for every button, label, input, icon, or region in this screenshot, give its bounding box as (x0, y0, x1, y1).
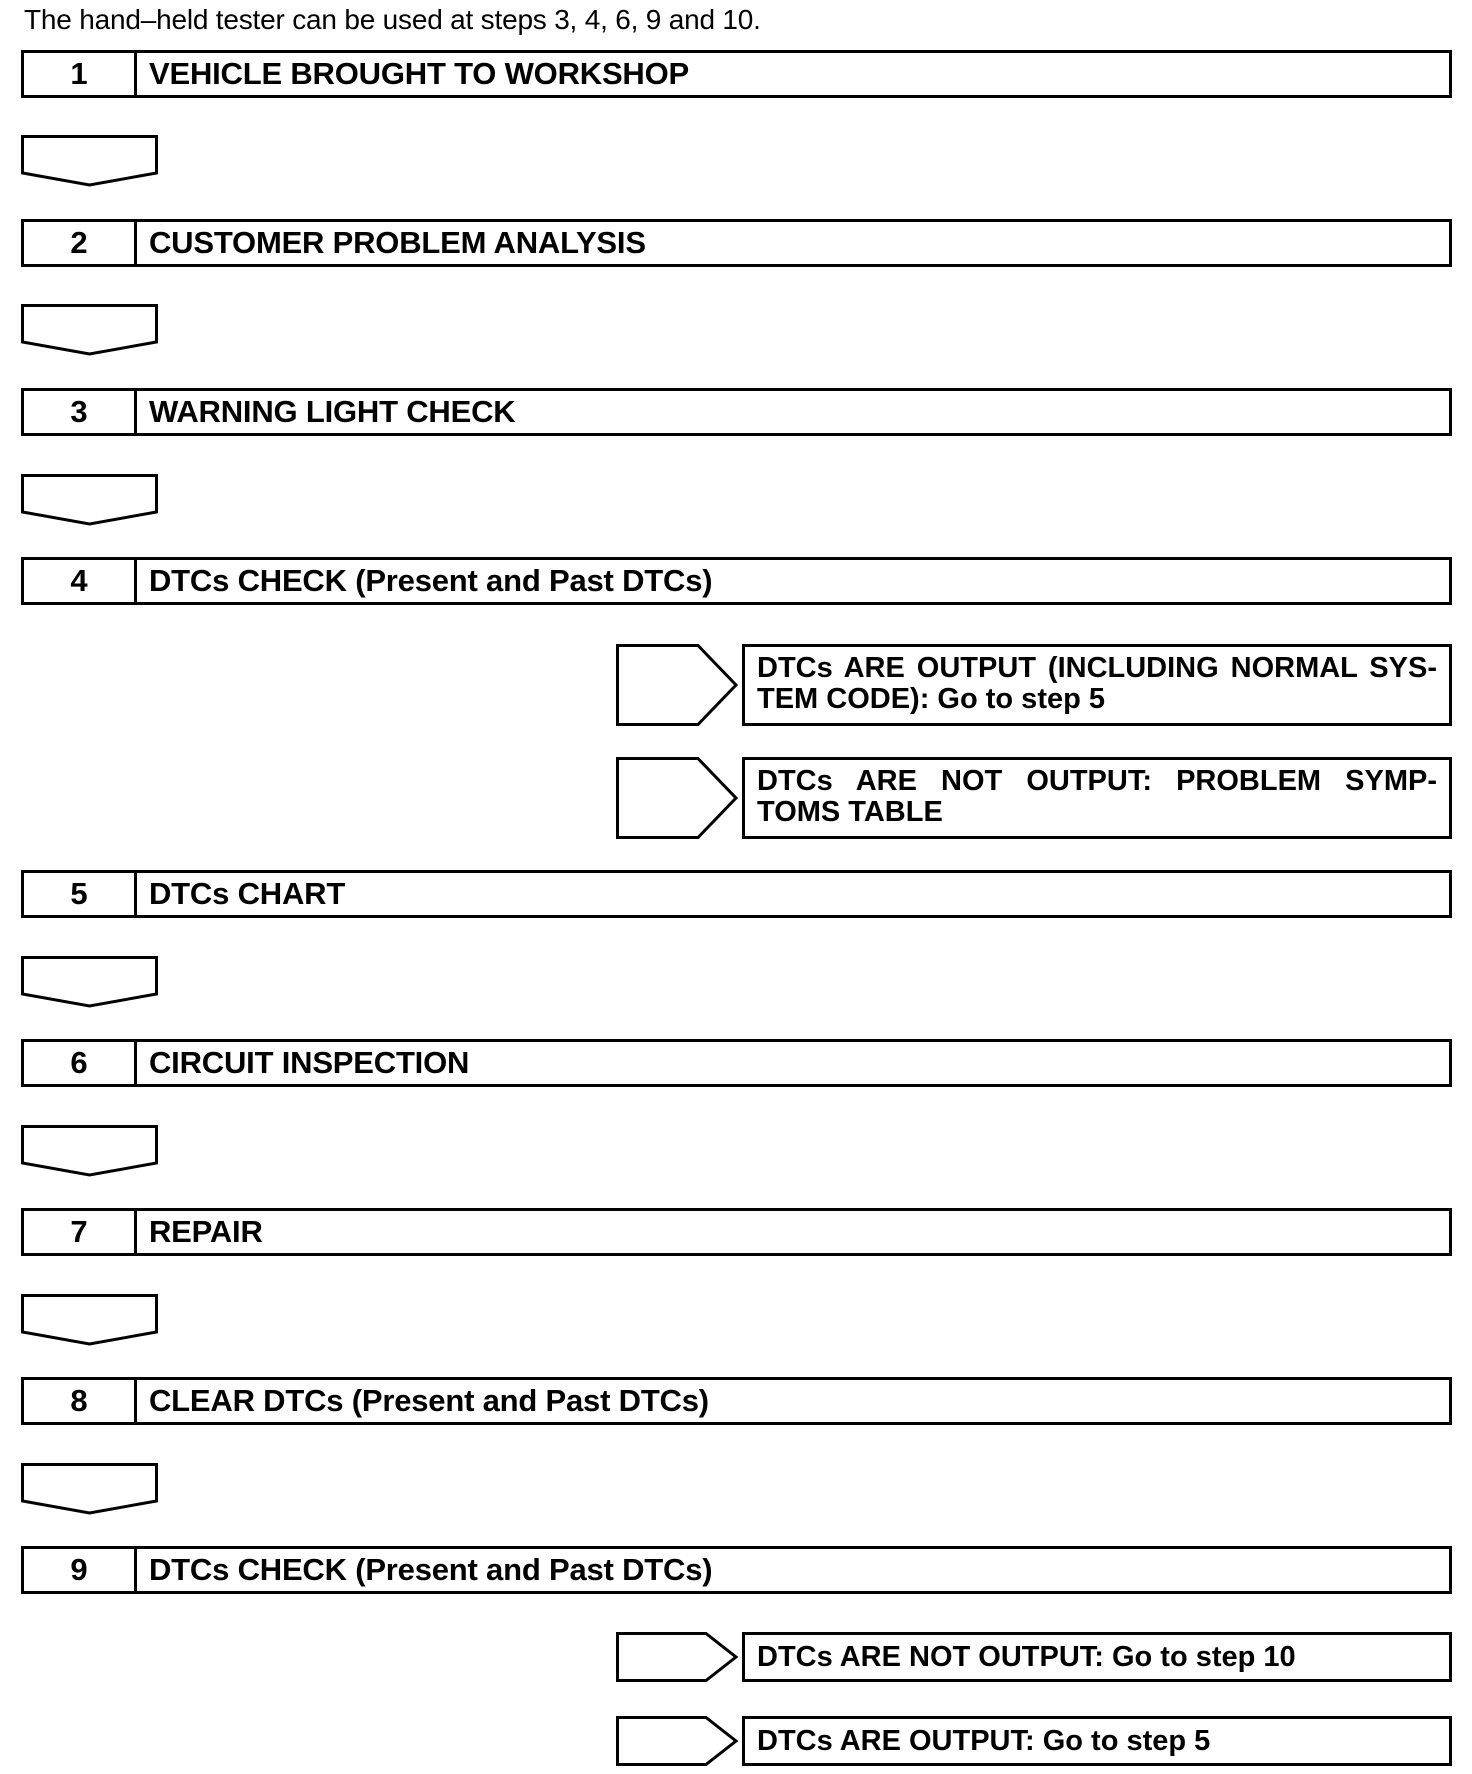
step-9-result-output: DTCs ARE OUTPUT: Go to step 5 (742, 1716, 1452, 1766)
right-arrow-icon (616, 644, 740, 726)
step-8-number: 8 (24, 1380, 137, 1422)
step-4-box (21, 557, 1452, 605)
down-arrow-icon (21, 1125, 158, 1179)
step-5-number: 5 (24, 873, 137, 915)
step-4-result-output: DTCs ARE OUTPUT (INCLUDING NORMAL SYS- TEM CODE): Go to step 5 (742, 644, 1452, 726)
step-2-number: 2 (24, 222, 137, 264)
step-5-box (21, 870, 1452, 918)
step-1-title: VEHICLE BROUGHT TO WORKSHOP (149, 56, 689, 91)
step-7-box (21, 1208, 1452, 1256)
down-arrow-icon (21, 1294, 158, 1348)
intro-note: The hand–held tester can be used at steps 3, 4, 6, 9 and 10. (24, 4, 761, 35)
step-3-box (21, 388, 1452, 436)
down-arrow-icon (21, 135, 158, 189)
step-7-number: 7 (24, 1211, 137, 1253)
step-8-title: CLEAR DTCs (Present and Past DTCs) (149, 1383, 709, 1418)
down-arrow-icon (21, 1463, 158, 1517)
step-4-number: 4 (24, 560, 137, 602)
step-7-title: REPAIR (149, 1214, 263, 1249)
step-1-box (21, 50, 1452, 98)
right-arrow-icon (616, 1632, 740, 1682)
step-2-title: CUSTOMER PROBLEM ANALYSIS (149, 225, 646, 260)
step-6-box (21, 1039, 1452, 1087)
step-9-result-not-output: DTCs ARE NOT OUTPUT: Go to step 10 (742, 1632, 1452, 1682)
down-arrow-icon (21, 304, 158, 358)
right-arrow-icon (616, 757, 740, 839)
step-3-title: WARNING LIGHT CHECK (149, 394, 516, 429)
down-arrow-icon (21, 474, 158, 528)
step-1-number: 1 (24, 53, 137, 95)
step-9-title: DTCs CHECK (Present and Past DTCs) (149, 1552, 713, 1587)
step-6-title: CIRCUIT INSPECTION (149, 1045, 470, 1080)
step-4-title: DTCs CHECK (Present and Past DTCs) (149, 563, 713, 598)
step-5-title: DTCs CHART (149, 876, 346, 911)
step-6-number: 6 (24, 1042, 137, 1084)
right-arrow-icon (616, 1716, 740, 1766)
step-9-number: 9 (24, 1549, 137, 1591)
step-4-result-not-output: DTCs ARE NOT OUTPUT: PROBLEM SYMP- TOMS TABLE (742, 757, 1452, 839)
step-9-box (21, 1546, 1452, 1594)
down-arrow-icon (21, 956, 158, 1010)
step-8-box (21, 1377, 1452, 1425)
step-3-number: 3 (24, 391, 137, 433)
step-2-box (21, 219, 1452, 267)
